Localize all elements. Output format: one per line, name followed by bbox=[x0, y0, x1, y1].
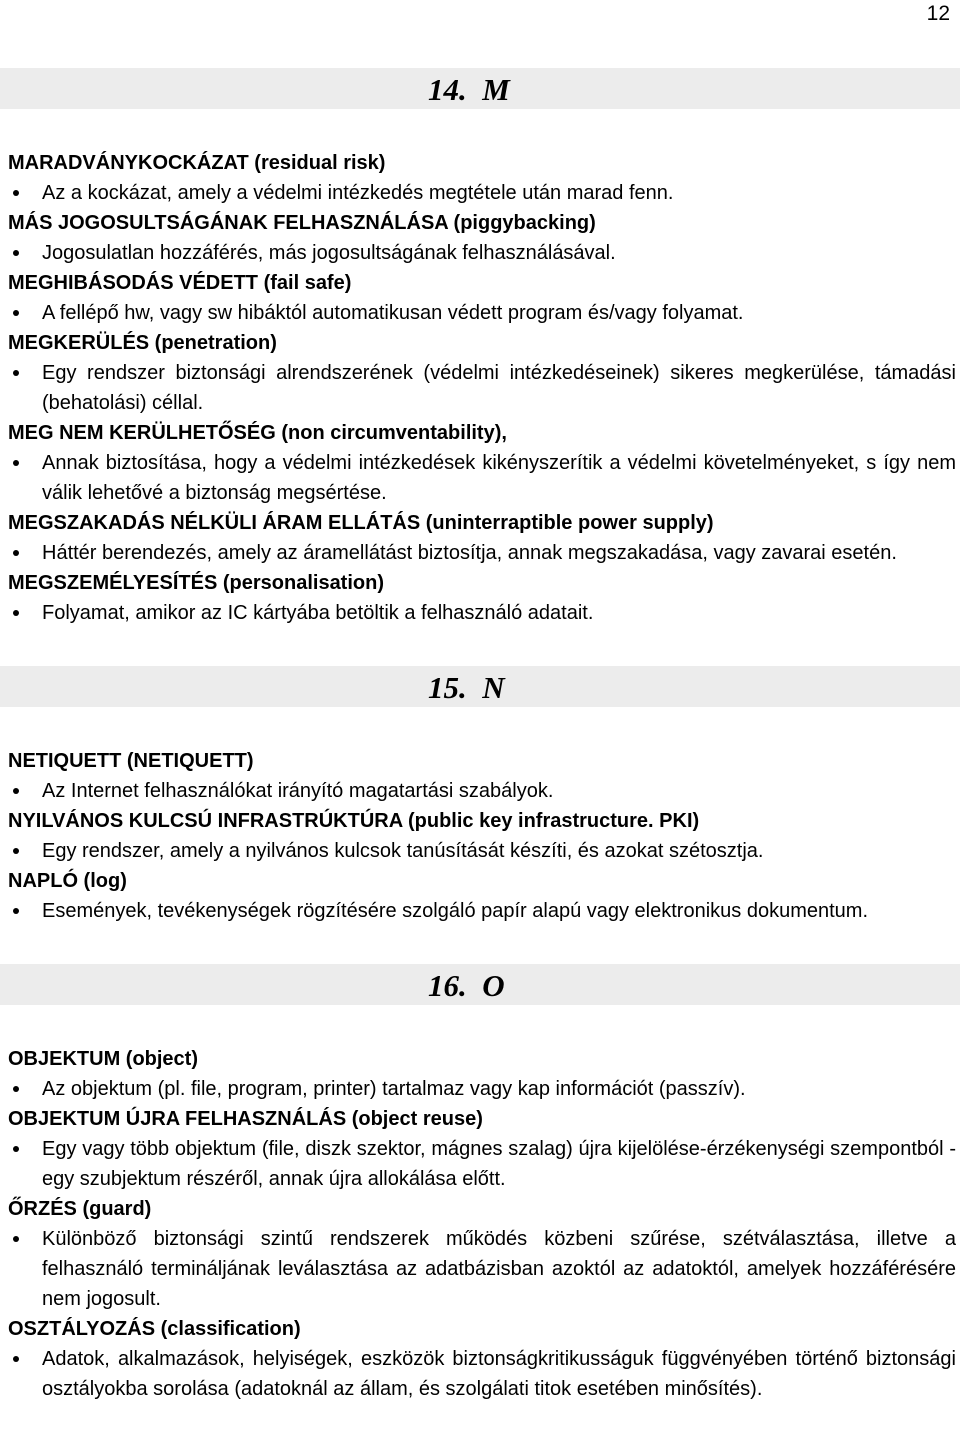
section-title: 14. M bbox=[428, 72, 510, 107]
term-definition: Egy rendszer, amely a nyilvános kulcsok tanúsítását készíti, és azokat szétosztja. bbox=[8, 836, 956, 866]
term-definition: Háttér berendezés, amely az áramellátást biztosítja, annak megszakadása, vagy zavarai esetén. bbox=[8, 538, 956, 568]
term-heading: NYILVÁNOS KULCSÚ INFRASTRÚKTÚRA (public key infrastructure. PKI) bbox=[8, 810, 700, 832]
term-heading: MEGSZEMÉLYESÍTÉS (personalisation) bbox=[8, 572, 384, 594]
section-header-o bbox=[0, 964, 960, 1005]
term-heading: NETIQUETT (NETIQUETT) bbox=[8, 750, 254, 772]
term-heading: NAPLÓ (log) bbox=[8, 870, 127, 892]
term-definition: Az a kockázat, amely a védelmi intézkedés megtétele után marad fenn. bbox=[8, 178, 956, 208]
term-definition: Események, tevékenységek rögzítésére szolgáló papír alapú vagy elektronikus dokumentum. bbox=[8, 896, 956, 926]
term-heading: MEGKERÜLÉS (penetration) bbox=[8, 332, 277, 354]
term-heading: MARADVÁNYKOCKÁZAT (residual risk) bbox=[8, 152, 386, 174]
term-heading: OBJEKTUM (object) bbox=[8, 1048, 198, 1070]
term-definition: Folyamat, amikor az IC kártyába betöltik a felhasználó adatait. bbox=[8, 598, 956, 628]
term-definition: A fellépő hw, vagy sw hibáktól automatikusan védett program és/vagy folyamat. bbox=[8, 298, 956, 328]
term-heading: OBJEKTUM ÚJRA FELHASZNÁLÁS (object reuse) bbox=[8, 1108, 483, 1130]
term-definition: Jogosulatlan hozzáférés, más jogosultságának felhasználásával. bbox=[8, 238, 956, 268]
term-heading: MEGHIBÁSODÁS VÉDETT (fail safe) bbox=[8, 272, 352, 294]
glossary-content bbox=[8, 68, 956, 1404]
section-header-n bbox=[0, 666, 960, 707]
term-definition: Az Internet felhasználókat irányító magatartási szabályok. bbox=[8, 776, 956, 806]
term-definition: Annak biztosítása, hogy a védelmi intézkedések kikényszerítik a védelmi követelményeket, s így nem válik lehetővé a biztonság megsértése. bbox=[8, 448, 956, 508]
term-heading: OSZTÁLYOZÁS (classification) bbox=[8, 1318, 301, 1340]
section-title: 15. N bbox=[428, 670, 505, 705]
term-definition: Adatok, alkalmazások, helyiségek, eszközök biztonságkritikusságuk függvényében történő biztonsági osztályokba sorolása (adatoknál az állam, és szolgálati titok esetében minősítés). bbox=[8, 1344, 956, 1404]
term-heading: MEGSZAKADÁS NÉLKÜLI ÁRAM ELLÁTÁS (uninterraptible power supply) bbox=[8, 512, 714, 534]
term-definition: Különböző biztonsági szintű rendszerek működés közbeni szűrése, szétválasztása, illetve a felhasználó termináljának leválasztása az adatbázisban azoktól az adatoktól, amelyek hozzáférésére nem jogosult. bbox=[8, 1224, 956, 1314]
section-title: 16. O bbox=[428, 968, 505, 1003]
section-header-m bbox=[0, 68, 960, 109]
term-definition: Egy vagy több objektum (file, diszk szektor, mágnes szalag) újra kijelölése-érzékenységi szempontból - egy szubjektum részéről, annak újra allokálása előtt. bbox=[8, 1134, 956, 1194]
term-definition: Egy rendszer biztonsági alrendszerének (védelmi intézkedéseinek) sikeres megkerülése, támadási (behatolási) céllal. bbox=[8, 358, 956, 418]
term-heading: MÁS JOGOSULTSÁGÁNAK FELHASZNÁLÁSA (piggybacking) bbox=[8, 212, 596, 234]
page-number: 12 bbox=[926, 2, 950, 25]
term-heading: MEG NEM KERÜLHETŐSÉG (non circumventability), bbox=[8, 422, 507, 444]
term-heading: ŐRZÉS (guard) bbox=[8, 1198, 152, 1220]
term-definition: Az objektum (pl. file, program, printer) tartalmaz vagy kap információt (passzív). bbox=[8, 1074, 956, 1104]
